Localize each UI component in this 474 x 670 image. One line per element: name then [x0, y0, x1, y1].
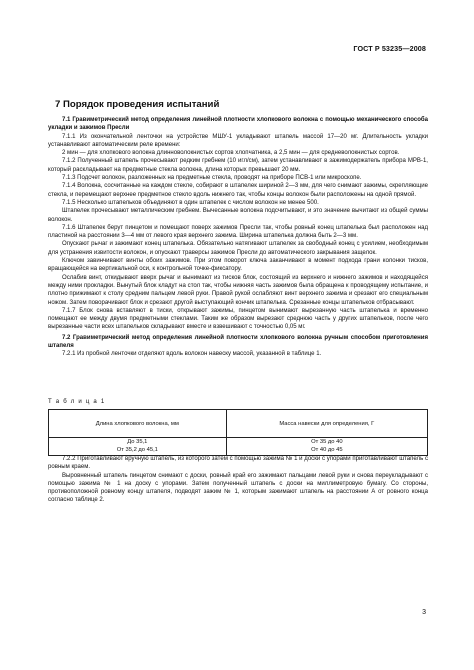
paragraph: Ослабив винт, откидывают вверх рычаг и вынимают из тисков блок, состоящий из верхнего и нижнего зажимов и находящейся между ними прокладки. Вынутый блок кладут на стол так, чтобы нижняя часть зажимов была обращена к проводящему испытание, и плотно прижимают к столу средним пальцем левой руки. Правой рукой ослабляют винт верхнего зажима и срезают его специальным ножом. Затем поворачивают блок и срезают другой выступающий кончик штапелька. Срезанные концы штапельков отбрасывают. [48, 274, 428, 306]
paragraph: 2 мин — для хлопкового волокна длинноволокнистых сортов хлопчатника, а 2,5 мин — для средневолокнистых сортов. [62, 150, 400, 157]
paragraph: Выровненный штапель пинцетом снимают с доски, ровный край его зажимают пальцами левой руки и снова переукладывают с помощью зажима № 1 на доску с упорами. Затем полученный штапель с доски на миллиметровую бумагу. Со стороны, противоположной ровному концу штапеля, подводят зажим № 1, которым зажимают штапель на расстоянии А от ровного конца согласно таблице 2. [48, 472, 428, 504]
table-cell-length: До 35,1 От 35,2 до 45,1 [49, 438, 227, 456]
paragraph: 7.1 Гравиметрический метод определения линейной плотности хлопкового волокна с помощью механического способа укладки и зажимов Пресли [48, 117, 428, 132]
paragraph: 7.1.4 Волокна, сосчитанные на каждом стекле, собирают в штапелек шириной 2—3 мм, для чего снимают зажимы, скрепляющие стекла, и перемещают верхнее предметное стекло вдоль нижнего так, чтобы концы волокон были расположены на одной прямой. [48, 183, 428, 198]
standard-number: ГОСТ Р 53235—2008 [353, 44, 426, 53]
paragraph: 7.1.1 Из окончательной ленточки на устройстве МШУ-1 укладывают штапель массой 17—20 мг. Длительность укладки устанавливают автоматическим реле времени: [48, 133, 428, 148]
paragraph: 7.1.2 Полученный штапель прочесывают редким гребнем (10 игл/см), затем устанавливают в зажимодержатель прибора МРВ-1, который раскладывает на предметные стекла волокна, длина которых превышает 20 мм. [48, 158, 428, 173]
paragraph: 7.2 Гравиметрический метод определения линейной плотности хлопкового волокна ручным способом приготовления штапеля [48, 334, 428, 350]
table-cell-mass: От 35 до 40 От 40 до 45 [226, 438, 427, 456]
table-header-length: Длина хлопкового волокна, мм [49, 410, 227, 438]
section-body-continued [48, 455, 428, 505]
table-1 [48, 409, 428, 456]
paragraph: 7.2.1 Из пробной ленточки отделяют вдоль волокон навеску массой, указанной в таблице 1. [62, 351, 322, 358]
paragraph: 7.1.5 Несколько штапельков объединяют в один штапелек с числом волокон не менее 500. [62, 199, 319, 206]
paragraph: 7.1.7 Блок снова вставляют в тиски, открывают зажимы, пинцетом вынимают вырезанную часть штапелька и временно помещают ее между двумя предметными стеклами. Таким же образом вырезают среднюю часть у других штапельков, после чего вырезанные части всех штапельков складывают вместе и взвешивают с точностью 0,05 мг. [48, 307, 428, 331]
table-row [49, 438, 428, 456]
section-title: 7 Порядок проведения испытаний [55, 99, 220, 110]
table-label: Т а б л и ц а 1 [48, 399, 106, 405]
paragraph: 7.1.6 Штапелек берут пинцетом и помещают поверх зажимов Пресли так, чтобы ровный конец штапелька был расположен над пластиной на расстоянии 3—4 мм от левого края верхнего зажима. Ширина штапелька должна быть 2—3 мм. [48, 224, 428, 240]
paragraph: Опускают рычаг и зажимают конец штапелька. Обязательно натягивают штапелек за свободный конец с усилием, необходимым для устранения извитости волокон, и опускают траверсы зажимов Пресли до автоматического закрывания защелок. [48, 241, 428, 256]
paragraph: 7.1.3 Подсчет волокон, разложенных на предметные стекла, проводят на приборе ПСВ-1 или микроскопе. [62, 175, 362, 182]
table-header-row [49, 410, 428, 438]
page-number: 3 [422, 609, 426, 616]
table-header-mass: Масса навески для определения, Г [226, 410, 427, 438]
paragraph: 7.2.2 Приготавливают вручную штапель, из которого затем с помощью зажима № 1 и доски с упорами приготавливают штапель с ровным краем. [48, 456, 428, 471]
section-body [48, 116, 428, 359]
paragraph: Штапелек прочесывают металлическим гребнем. Вычесанные волокна подсчитывают, и это значение вычитают из общей суммы волокон. [48, 208, 428, 223]
paragraph: Ключом завинчивают винты обоих зажимов. При этом поворот ключа заканчивают в момент подхода грани колонки тисков, вращающейся на вертикальной оси, к контрольной точке-фиксатору. [48, 258, 428, 273]
